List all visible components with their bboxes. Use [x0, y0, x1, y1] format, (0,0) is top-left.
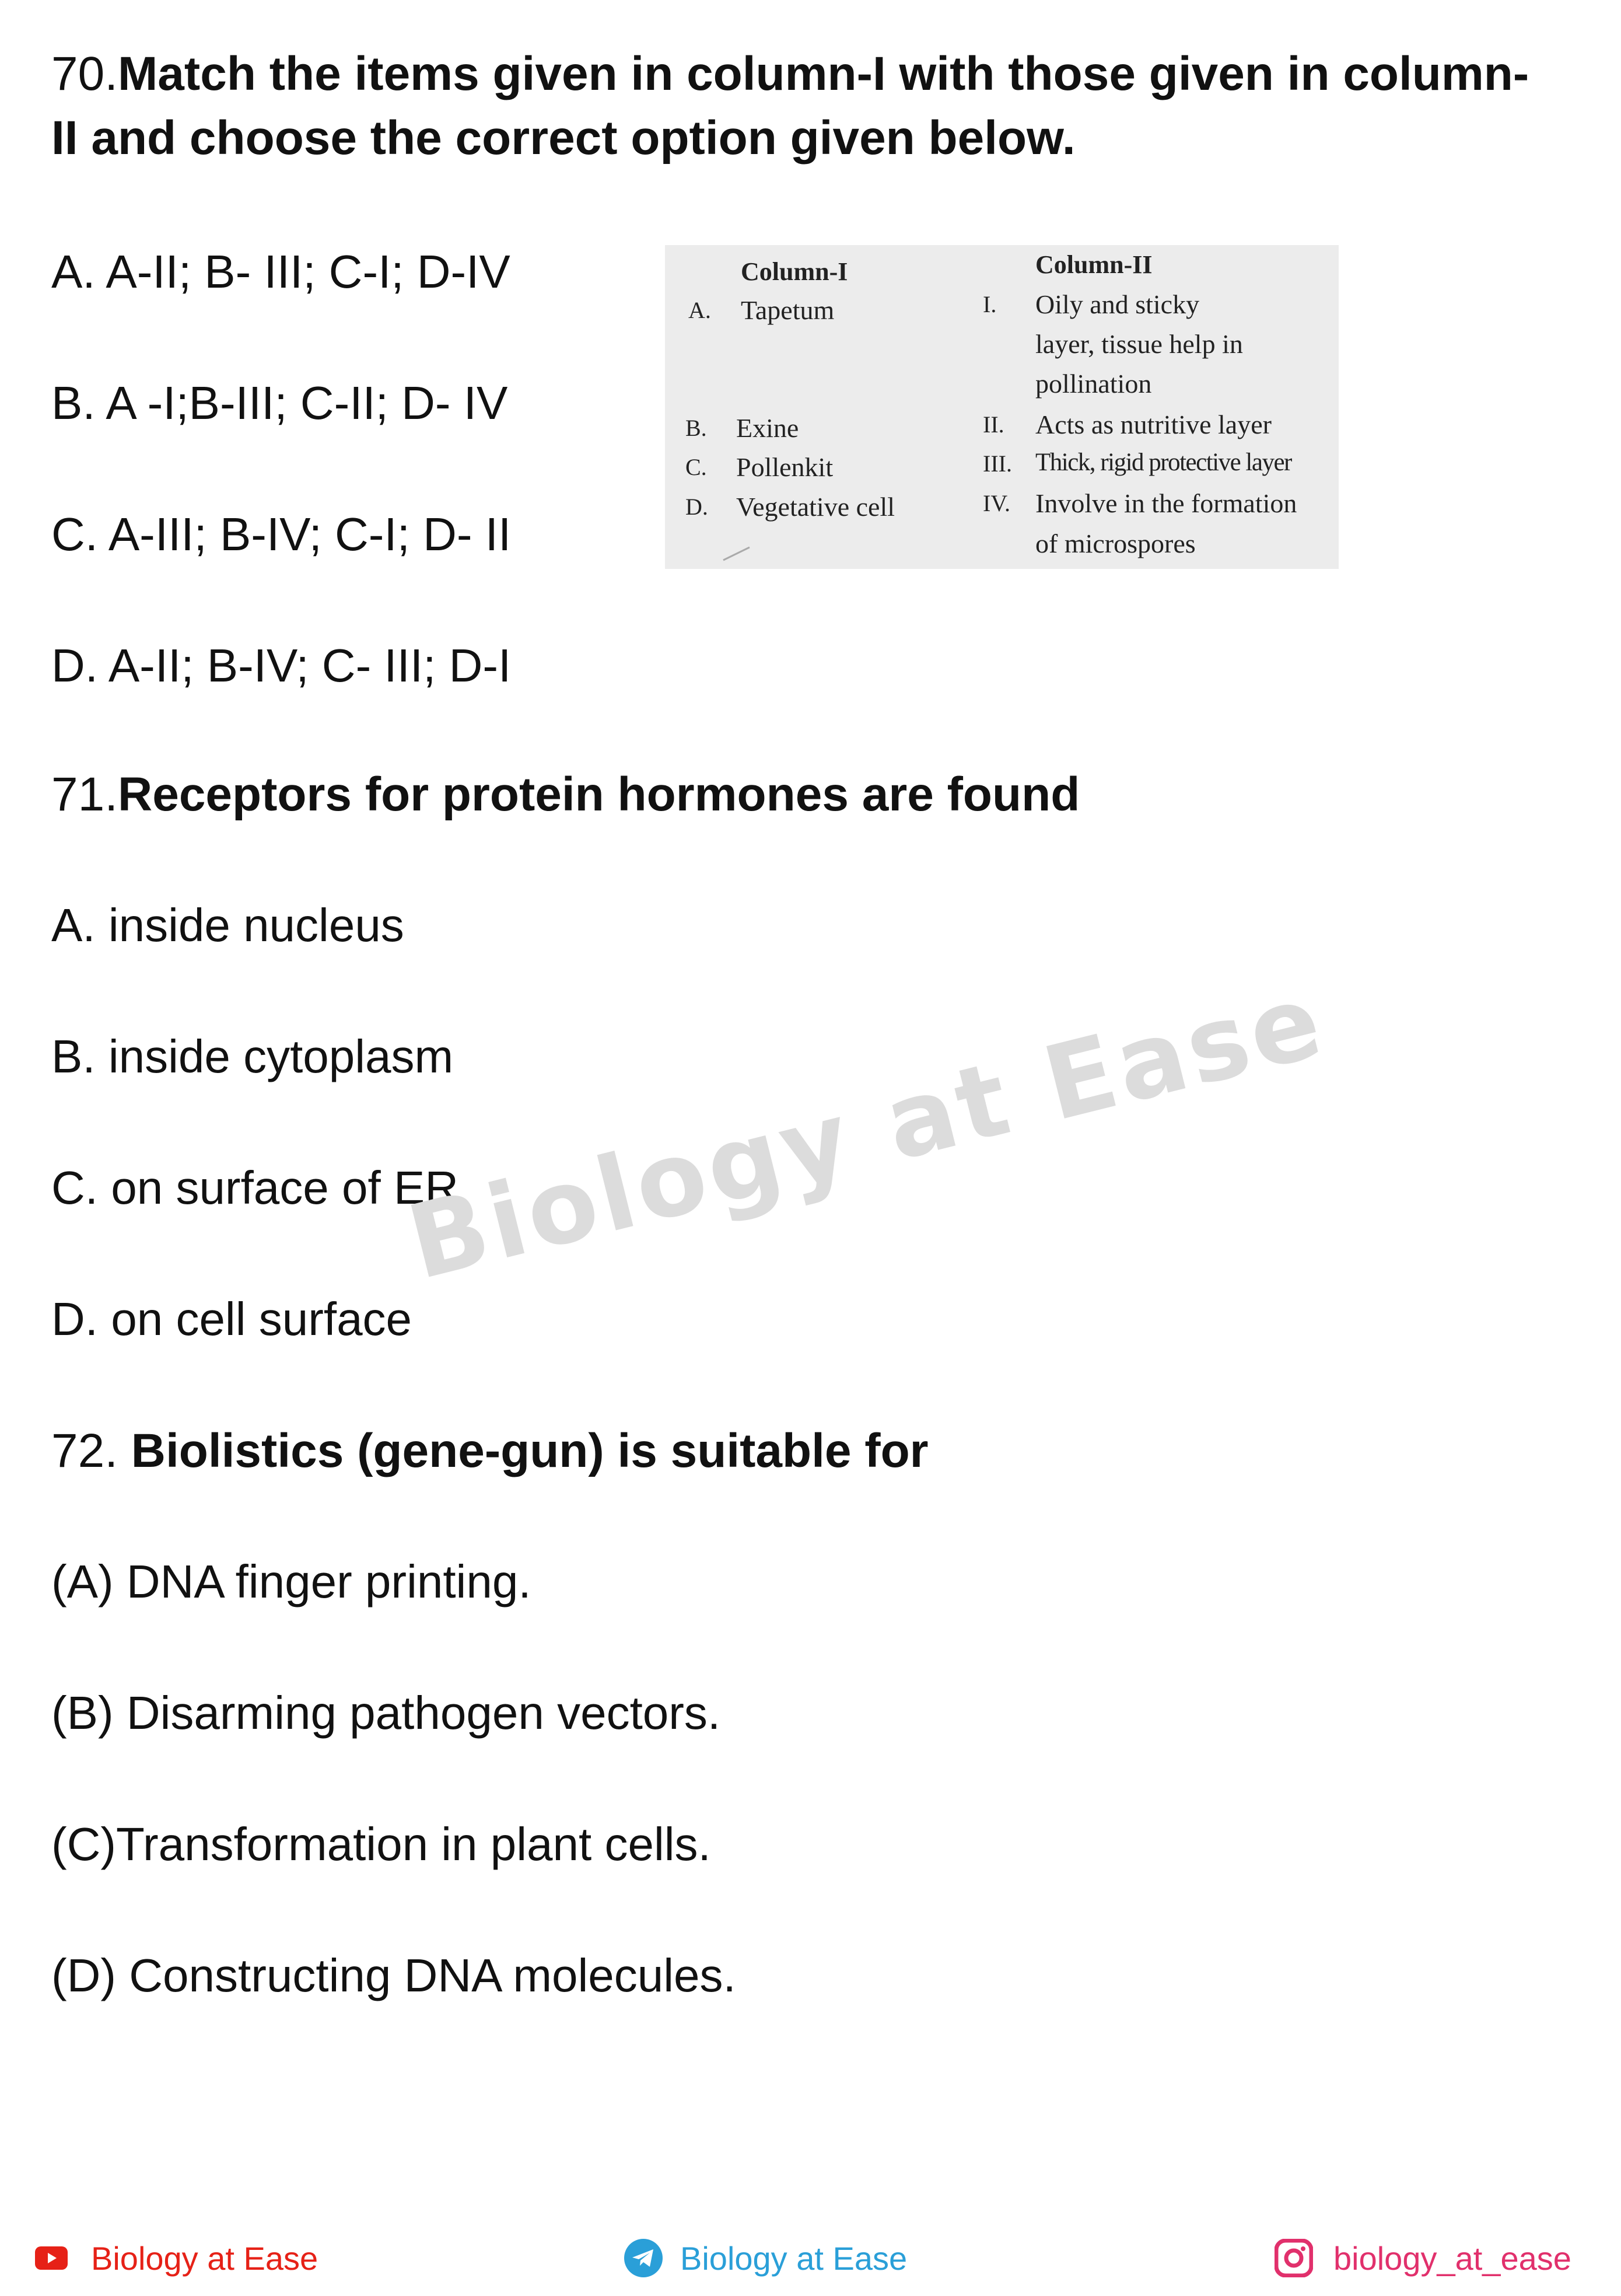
col2-item-iv-line2: of microspores: [1035, 529, 1196, 558]
col2-key-ii: II.: [983, 411, 1004, 438]
q70-heading-line1: [51, 47, 1529, 102]
pencil-mark: [720, 543, 755, 566]
telegram-icon: [624, 2239, 663, 2277]
q72-text: Biolistics (gene-gun) is suitable for: [131, 1424, 929, 1477]
q71-option-c: C. on surface of ER: [51, 1162, 459, 1214]
q72-option-b: (B) Disarming pathogen vectors.: [51, 1687, 721, 1739]
q72-option-a: (A) DNA finger printing.: [51, 1556, 531, 1607]
col1-item-c: Pollenkit: [736, 452, 834, 482]
q70-option-b: B. A -I;B-III; C-II; D- IV: [51, 377, 508, 429]
col2-item-i-line3: pollination: [1035, 369, 1152, 399]
col2-item-ii: Acts as nutritive layer: [1035, 410, 1272, 439]
col1-key-c: C.: [685, 454, 707, 480]
youtube-label: Biology at Ease: [91, 2239, 318, 2277]
q70-heading-line2: [51, 111, 1076, 166]
q72-option-c: (C)Transformation in plant cells.: [51, 1818, 711, 1870]
col1-item-d: Vegetative cell: [736, 492, 895, 522]
col2-item-i-line2: layer, tissue help in: [1035, 329, 1243, 359]
footer-telegram-link[interactable]: [624, 2238, 907, 2278]
q71-heading: [51, 767, 1080, 822]
youtube-icon: [35, 2246, 68, 2270]
q72-heading: [51, 1424, 929, 1479]
q70-text-line1: Match the items given in column-I with those given in column-: [118, 47, 1529, 100]
col1-item-b: Exine: [736, 413, 799, 443]
q71-option-a: A. inside nucleus: [51, 899, 404, 951]
q72-number: 72.: [51, 1424, 131, 1477]
q71-number: 71.: [51, 768, 118, 821]
footer-youtube-link[interactable]: [35, 2238, 318, 2278]
col1-item-a: Tapetum: [741, 295, 835, 325]
q70-text-line2: II and choose the correct option given below.: [51, 111, 1076, 165]
col2-key-iv: IV.: [983, 490, 1011, 516]
col2-key-i: I.: [983, 291, 997, 317]
q72-option-d: (D) Constructing DNA molecules.: [51, 1949, 736, 2001]
col1-key-a: A.: [688, 297, 711, 323]
instagram-label: biology_at_ease: [1333, 2239, 1571, 2277]
column-1-header: Column-I: [741, 257, 848, 286]
instagram-icon: [1275, 2239, 1313, 2277]
q70-option-a: A. A-II; B- III; C-I; D-IV: [51, 246, 510, 298]
footer-instagram-link[interactable]: [1275, 2238, 1571, 2278]
q71-text: Receptors for protein hormones are found: [118, 768, 1080, 821]
telegram-label: Biology at Ease: [680, 2239, 908, 2277]
col2-item-iv-line1: Involve in the formation: [1035, 488, 1297, 518]
col2-key-iii: III.: [983, 450, 1012, 477]
q70-number: 70.: [51, 47, 118, 100]
q71-option-d: D. on cell surface: [51, 1293, 412, 1345]
col2-item-iii: Thick, rigid protective layer: [1035, 449, 1291, 476]
col1-key-b: B.: [685, 415, 707, 441]
match-table-image: [665, 245, 1339, 569]
col2-item-i-line1: Oily and sticky: [1035, 289, 1200, 319]
column-2-header: Column-II: [1035, 250, 1153, 279]
col1-key-d: D.: [685, 494, 708, 520]
watermark: Biology at Ease: [397, 961, 1336, 1303]
q71-option-b: B. inside cytoplasm: [51, 1030, 454, 1082]
q70-option-d: D. A-II; B-IV; C- III; D-I: [51, 639, 512, 691]
q70-option-c: C. A-III; B-IV; C-I; D- II: [51, 508, 512, 560]
